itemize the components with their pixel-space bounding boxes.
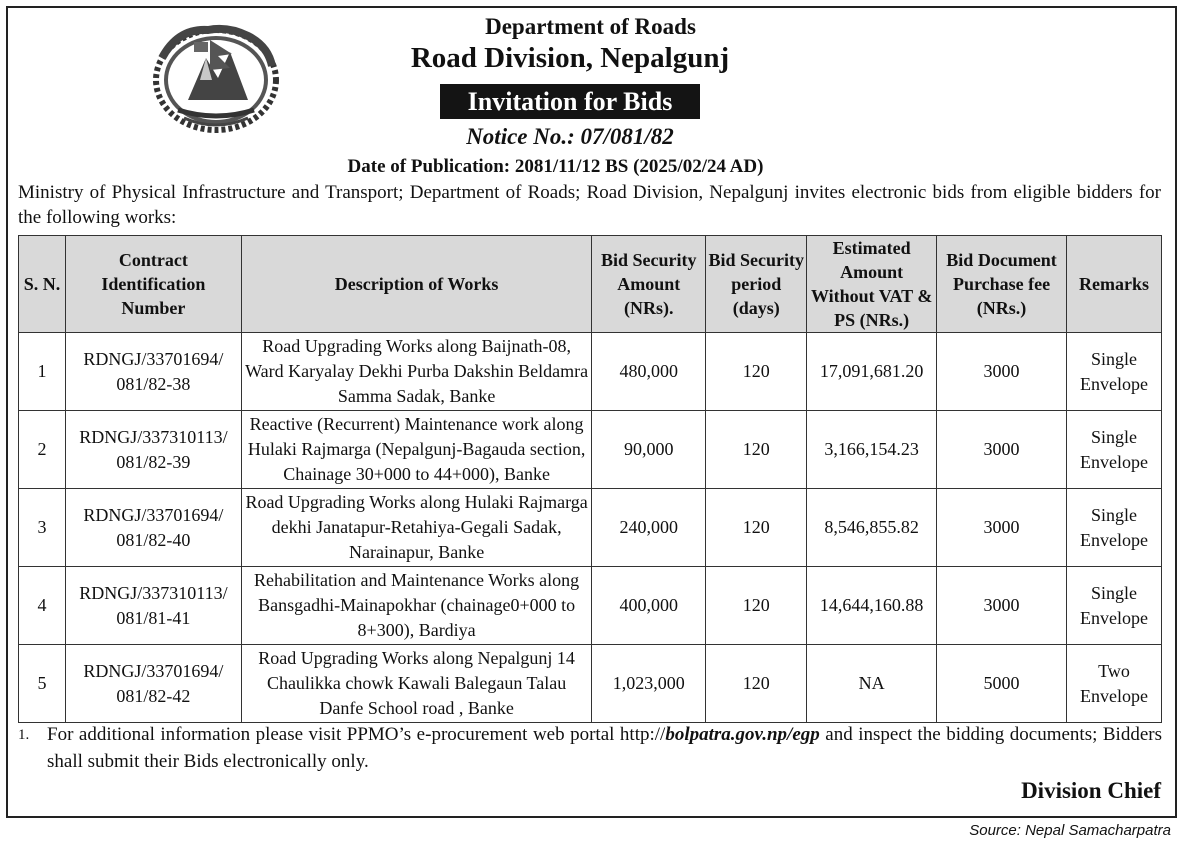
- cell-bid-security: 480,000: [592, 333, 706, 411]
- cell-security-period: 120: [706, 645, 807, 723]
- department-title: Department of Roads: [485, 14, 696, 39]
- note-number: 1.: [18, 727, 30, 743]
- division-title: Road Division, Nepalgunj: [410, 42, 730, 74]
- cell-sn: 2: [19, 411, 66, 489]
- invitation-banner: Invitation for Bids: [440, 84, 701, 119]
- cell-purchase-fee: 3000: [937, 489, 1067, 567]
- cell-description: Road Upgrading Works along Hulaki Rajmarga dekhi Janatapur-Retahiya-Gegali Sadak, Narainapur, Banke: [241, 489, 591, 567]
- cell-purchase-fee: 3000: [937, 567, 1067, 645]
- cell-bid-security: 90,000: [592, 411, 706, 489]
- cell-estimated-amount: 3,166,154.23: [807, 411, 937, 489]
- column-header: Description of Works: [241, 236, 591, 333]
- cell-contract-id: RDNGJ/33701694/ 081/82-38: [65, 333, 241, 411]
- cell-description: Reactive (Recurrent) Maintenance work along Hulaki Rajmarga (Nepalgunj-Bagauda section, Chainage 30+000 to 44+000), Banke: [241, 411, 591, 489]
- cell-bid-security: 400,000: [592, 567, 706, 645]
- cell-security-period: 120: [706, 489, 807, 567]
- cell-estimated-amount: 8,546,855.82: [807, 489, 937, 567]
- notice-number: Notice No.: 07/081/82: [466, 124, 674, 149]
- cell-remarks: Single Envelope: [1067, 333, 1162, 411]
- note-text: [47, 721, 1162, 775]
- column-header: Remarks: [1067, 236, 1162, 333]
- cell-security-period: 120: [706, 567, 807, 645]
- cell-purchase-fee: 3000: [937, 411, 1067, 489]
- cell-remarks: Single Envelope: [1067, 411, 1162, 489]
- cell-contract-id: RDNGJ/337310113/ 081/82-39: [65, 411, 241, 489]
- cell-contract-id: RDNGJ/337310113/ 081/81-41: [65, 567, 241, 645]
- column-header: Contract Identification Number: [65, 236, 241, 333]
- cell-security-period: 120: [706, 411, 807, 489]
- cell-contract-id: RDNGJ/33701694/ 081/82-42: [65, 645, 241, 723]
- cell-remarks: Single Envelope: [1067, 489, 1162, 567]
- cell-bid-security: 1,023,000: [592, 645, 706, 723]
- cell-estimated-amount: 17,091,681.20: [807, 333, 937, 411]
- note-text-after: and inspect the bidding documents; Bidders shall submit their Bids electronically only.: [47, 724, 1162, 772]
- division-chief-signature: Division Chief: [1021, 778, 1161, 803]
- table-row: [19, 333, 1162, 411]
- table-row: [19, 489, 1162, 567]
- column-header: Bid Security period (days): [706, 236, 807, 333]
- column-header: Bid Document Purchase fee (NRs.): [937, 236, 1067, 333]
- cell-bid-security: 240,000: [592, 489, 706, 567]
- cell-security-period: 120: [706, 333, 807, 411]
- intro-paragraph: Ministry of Physical Infrastructure and Transport; Department of Roads; Road Division, Nepalgunj invites electronic bids from eligible bidders for the following works:: [18, 182, 1161, 228]
- cell-contract-id: RDNGJ/33701694/ 081/82-40: [65, 489, 241, 567]
- table-row: [19, 567, 1162, 645]
- column-header: Estimated Amount Without VAT & PS (NRs.): [807, 236, 937, 333]
- cell-purchase-fee: 5000: [937, 645, 1067, 723]
- column-header: S. N.: [19, 236, 66, 333]
- source-credit: Source: Nepal Samacharpatra: [969, 822, 1171, 839]
- bids-table: [18, 235, 1162, 723]
- publication-date: Date of Publication: 2081/11/12 BS (2025/02/24 AD): [347, 156, 764, 177]
- cell-description: Road Upgrading Works along Baijnath-08, Ward Karyalay Dekhi Purba Dakshin Beldamra Samma Sadak, Banke: [241, 333, 591, 411]
- table-header-row: [19, 236, 1162, 333]
- cell-purchase-fee: 3000: [937, 333, 1067, 411]
- cell-estimated-amount: NA: [807, 645, 937, 723]
- column-header: Bid Security Amount (NRs).: [592, 236, 706, 333]
- cell-sn: 4: [19, 567, 66, 645]
- additional-info-note: [18, 721, 1162, 775]
- table-row: [19, 411, 1162, 489]
- cell-sn: 1: [19, 333, 66, 411]
- table-row: [19, 645, 1162, 723]
- cell-remarks: Two Envelope: [1067, 645, 1162, 723]
- cell-description: Road Upgrading Works along Nepalgunj 14 Chaulikka chowk Kawali Balegaun Talau Danfe School road , Banke: [241, 645, 591, 723]
- cell-sn: 5: [19, 645, 66, 723]
- cell-estimated-amount: 14,644,160.88: [807, 567, 937, 645]
- cell-sn: 3: [19, 489, 66, 567]
- egp-portal-link[interactable]: bolpatra.gov.np/egp: [665, 724, 820, 745]
- note-text-before: For additional information please visit PPMO’s e-procurement web portal http://: [47, 724, 666, 745]
- cell-description: Rehabilitation and Maintenance Works along Bansgadhi-Mainapokhar (chainage0+000 to 8+300), Bardiya: [241, 567, 591, 645]
- cell-remarks: Single Envelope: [1067, 567, 1162, 645]
